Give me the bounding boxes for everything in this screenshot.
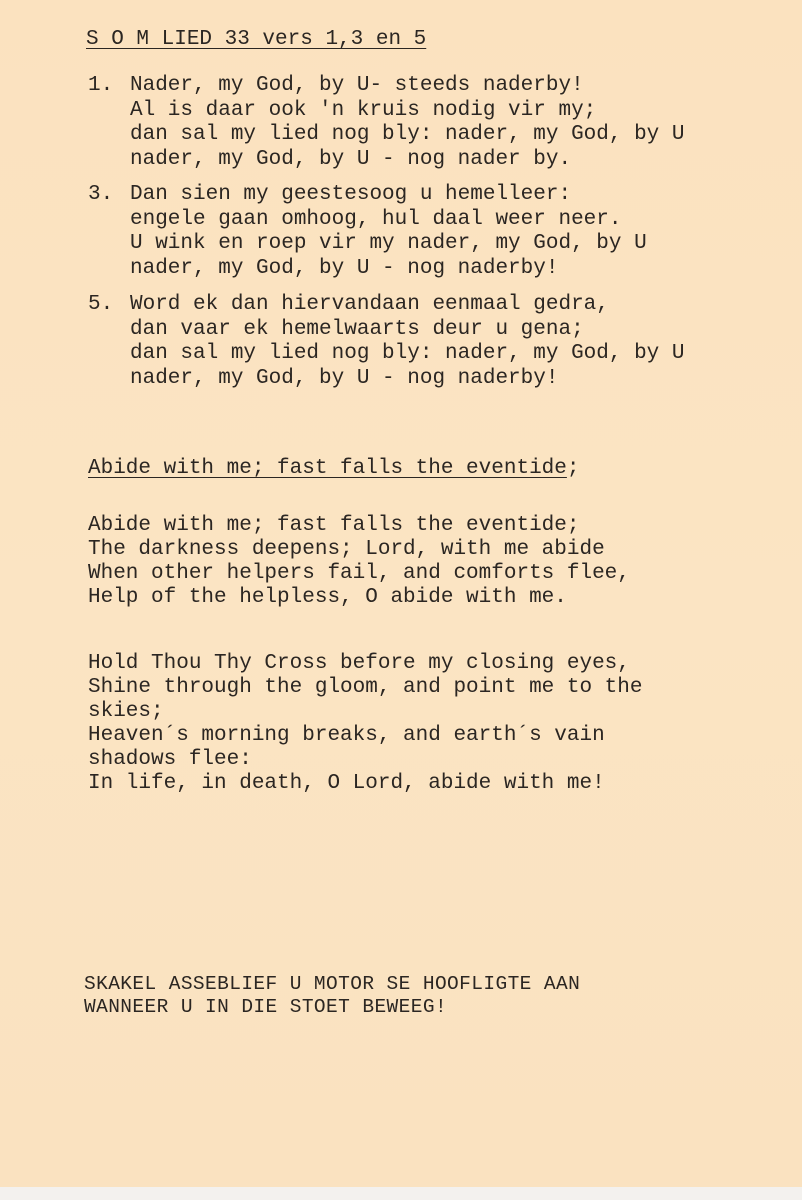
stanza-line: Help of the helpless, O abide with me. xyxy=(88,586,567,609)
verse-line: Dan sien my geestesoog u hemelleer: xyxy=(130,183,572,206)
verse-line: Word ek dan hiervandaan eenmaal gedra, xyxy=(130,293,609,316)
stanza-line: Shine through the gloom, and point me to the xyxy=(88,676,643,699)
stanza-line: In life, in death, O Lord, abide with me! xyxy=(88,772,605,795)
headlights-notice xyxy=(84,973,580,1019)
verse-line: nader, my God, by U - nog naderby! xyxy=(130,256,559,280)
verse-lines xyxy=(130,293,685,391)
verse-line: U wink en roep vir my nader, my God, by U xyxy=(130,232,647,255)
abide-heading xyxy=(88,457,580,481)
verse-lines xyxy=(130,74,685,172)
paper-bottom-edge xyxy=(0,1187,802,1200)
verse-line: nader, my God, by U - nog nader by. xyxy=(130,147,572,171)
notice-line: SKAKEL ASSEBLIEF U MOTOR SE HOOFLIGTE AAN xyxy=(84,973,581,995)
verse-number: 5. xyxy=(88,293,114,316)
verse-number: 3. xyxy=(88,183,114,206)
verse-number: 1. xyxy=(88,74,114,97)
verse-line: dan sal my lied nog bly: nader, my God, by U xyxy=(130,342,685,365)
abide-heading-text: Abide with me; fast falls the eventide xyxy=(88,457,567,480)
verse-line: Nader, my God, by U- steeds naderby! xyxy=(130,74,584,97)
verse-line: dan vaar ek hemelwaarts deur u gena; xyxy=(130,317,584,341)
verse-lines xyxy=(130,183,647,281)
som-lied-heading: S O M LIED 33 vers 1,3 en 5 xyxy=(86,28,427,51)
verse-line: nader, my God, by U - nog naderby! xyxy=(130,366,559,390)
stanza-line: skies; xyxy=(88,700,164,723)
abide-stanza-1 xyxy=(88,514,630,610)
stanza-line: shadows flee: xyxy=(88,748,252,771)
verse-line: engele gaan omhoog, hul daal weer neer. xyxy=(130,207,622,231)
verse-line: dan sal my lied nog bly: nader, my God, by U xyxy=(130,123,685,146)
stanza-line: The darkness deepens; Lord, with me abide xyxy=(88,538,605,561)
stanza-line: Heaven´s morning breaks, and earth´s vain xyxy=(88,724,605,747)
verse-line: Al is daar ook 'n kruis nodig vir my; xyxy=(130,98,597,122)
stanza-line: Abide with me; fast falls the eventide; xyxy=(88,514,580,537)
notice-line: WANNEER U IN DIE STOET BEWEEG! xyxy=(84,996,448,1018)
stanza-line: Hold Thou Thy Cross before my closing eyes, xyxy=(88,652,630,675)
stanza-line: When other helpers fail, and comforts flee, xyxy=(88,562,630,585)
abide-stanza-2 xyxy=(88,652,643,796)
abide-heading-suffix: ; xyxy=(566,457,580,480)
